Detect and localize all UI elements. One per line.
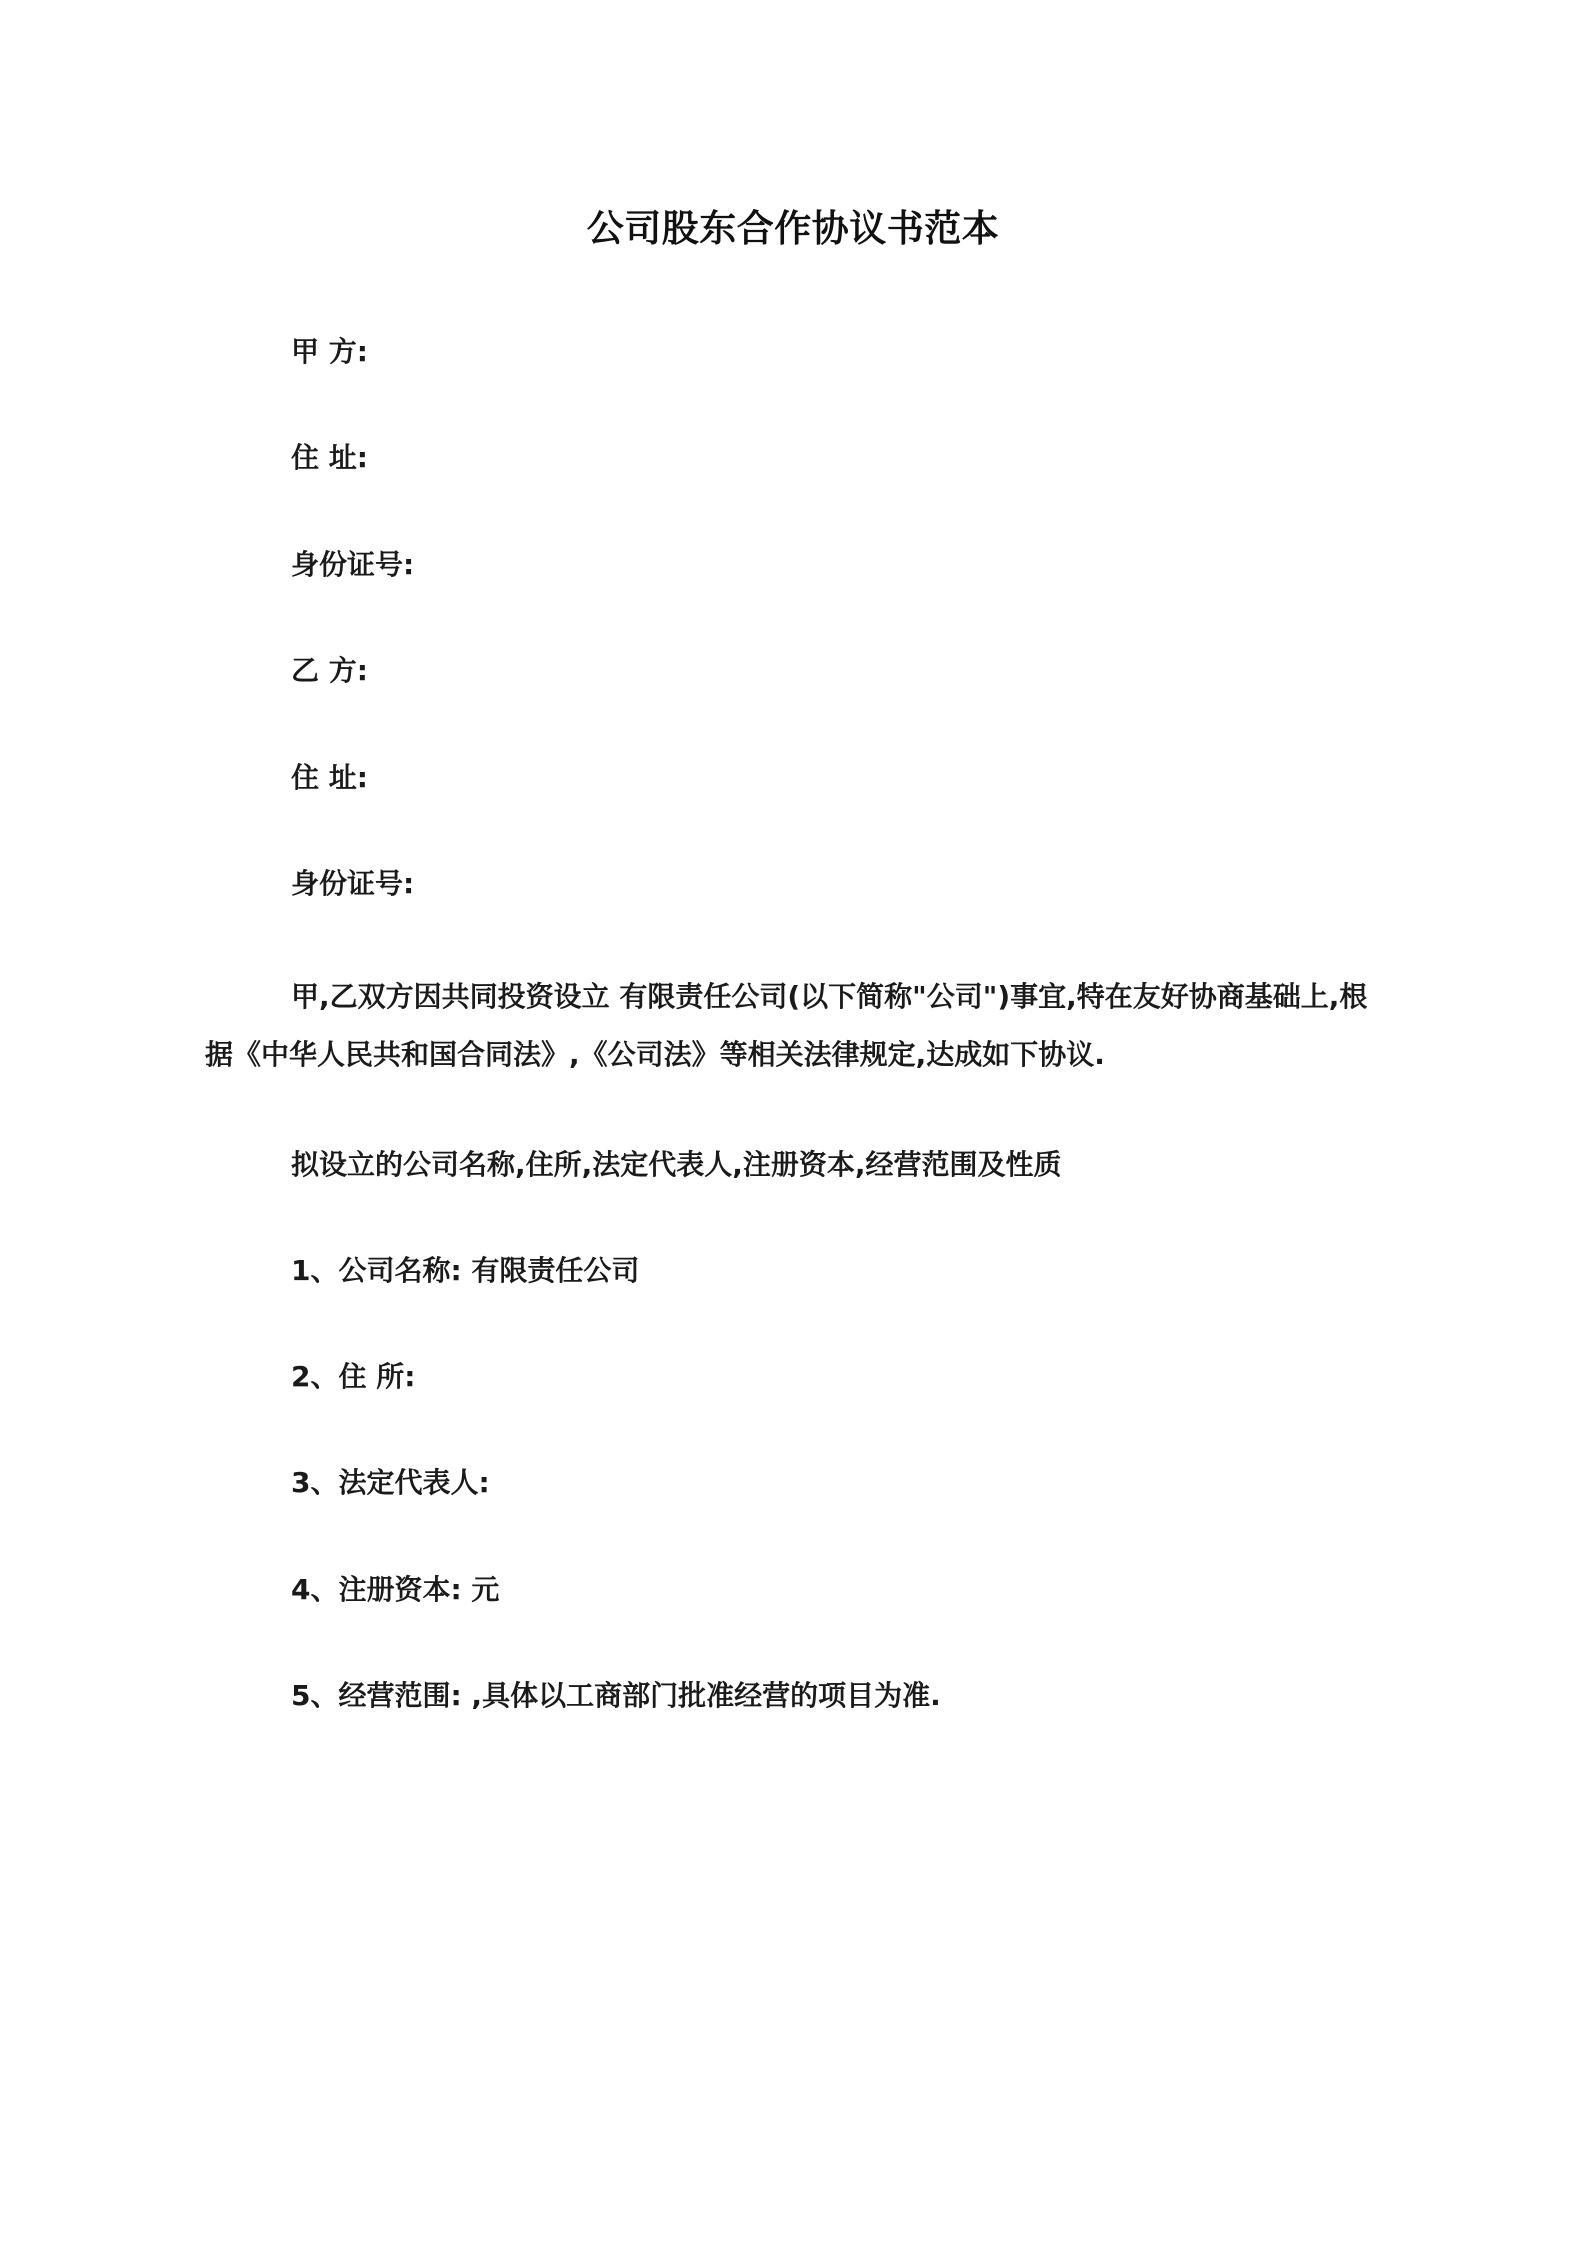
- party-line-yifang: 乙 方:: [291, 654, 368, 688]
- list-item-company-name: 1、公司名称: 有限责任公司: [291, 1253, 640, 1287]
- list-item-address: 2、住 所:: [291, 1359, 416, 1393]
- party-line-address-1: 住 址:: [291, 441, 368, 475]
- party-line-id-2: 身份证号:: [291, 866, 415, 900]
- section-heading: 拟设立的公司名称,住所,法定代表人,注册资本,经营范围及性质: [291, 1148, 1062, 1182]
- party-line-address-2: 住 址:: [291, 760, 368, 794]
- document-body: [205, 330, 1381, 1717]
- preamble-paragraph: 甲,乙双方因共同投资设立 有限责任公司(以下简称"公司")事宜,特在友好协商基础上,根据《中华人民共和国合同法》,《公司法》等相关法律规定,达成如下协议.: [205, 980, 1368, 1071]
- page-title: 公司股东合作协议书范本: [586, 207, 1000, 250]
- party-line-id-1: 身份证号:: [291, 547, 415, 581]
- list-item-registered-capital: 4、注册资本: 元: [291, 1572, 500, 1606]
- party-line-jiafang: 甲 方:: [291, 335, 368, 368]
- list-item-business-scope: 5、经营范围: ,具体以工商部门批准经营的项目为准.: [291, 1679, 941, 1713]
- list-item-legal-representative: 3、法定代表人:: [291, 1466, 490, 1500]
